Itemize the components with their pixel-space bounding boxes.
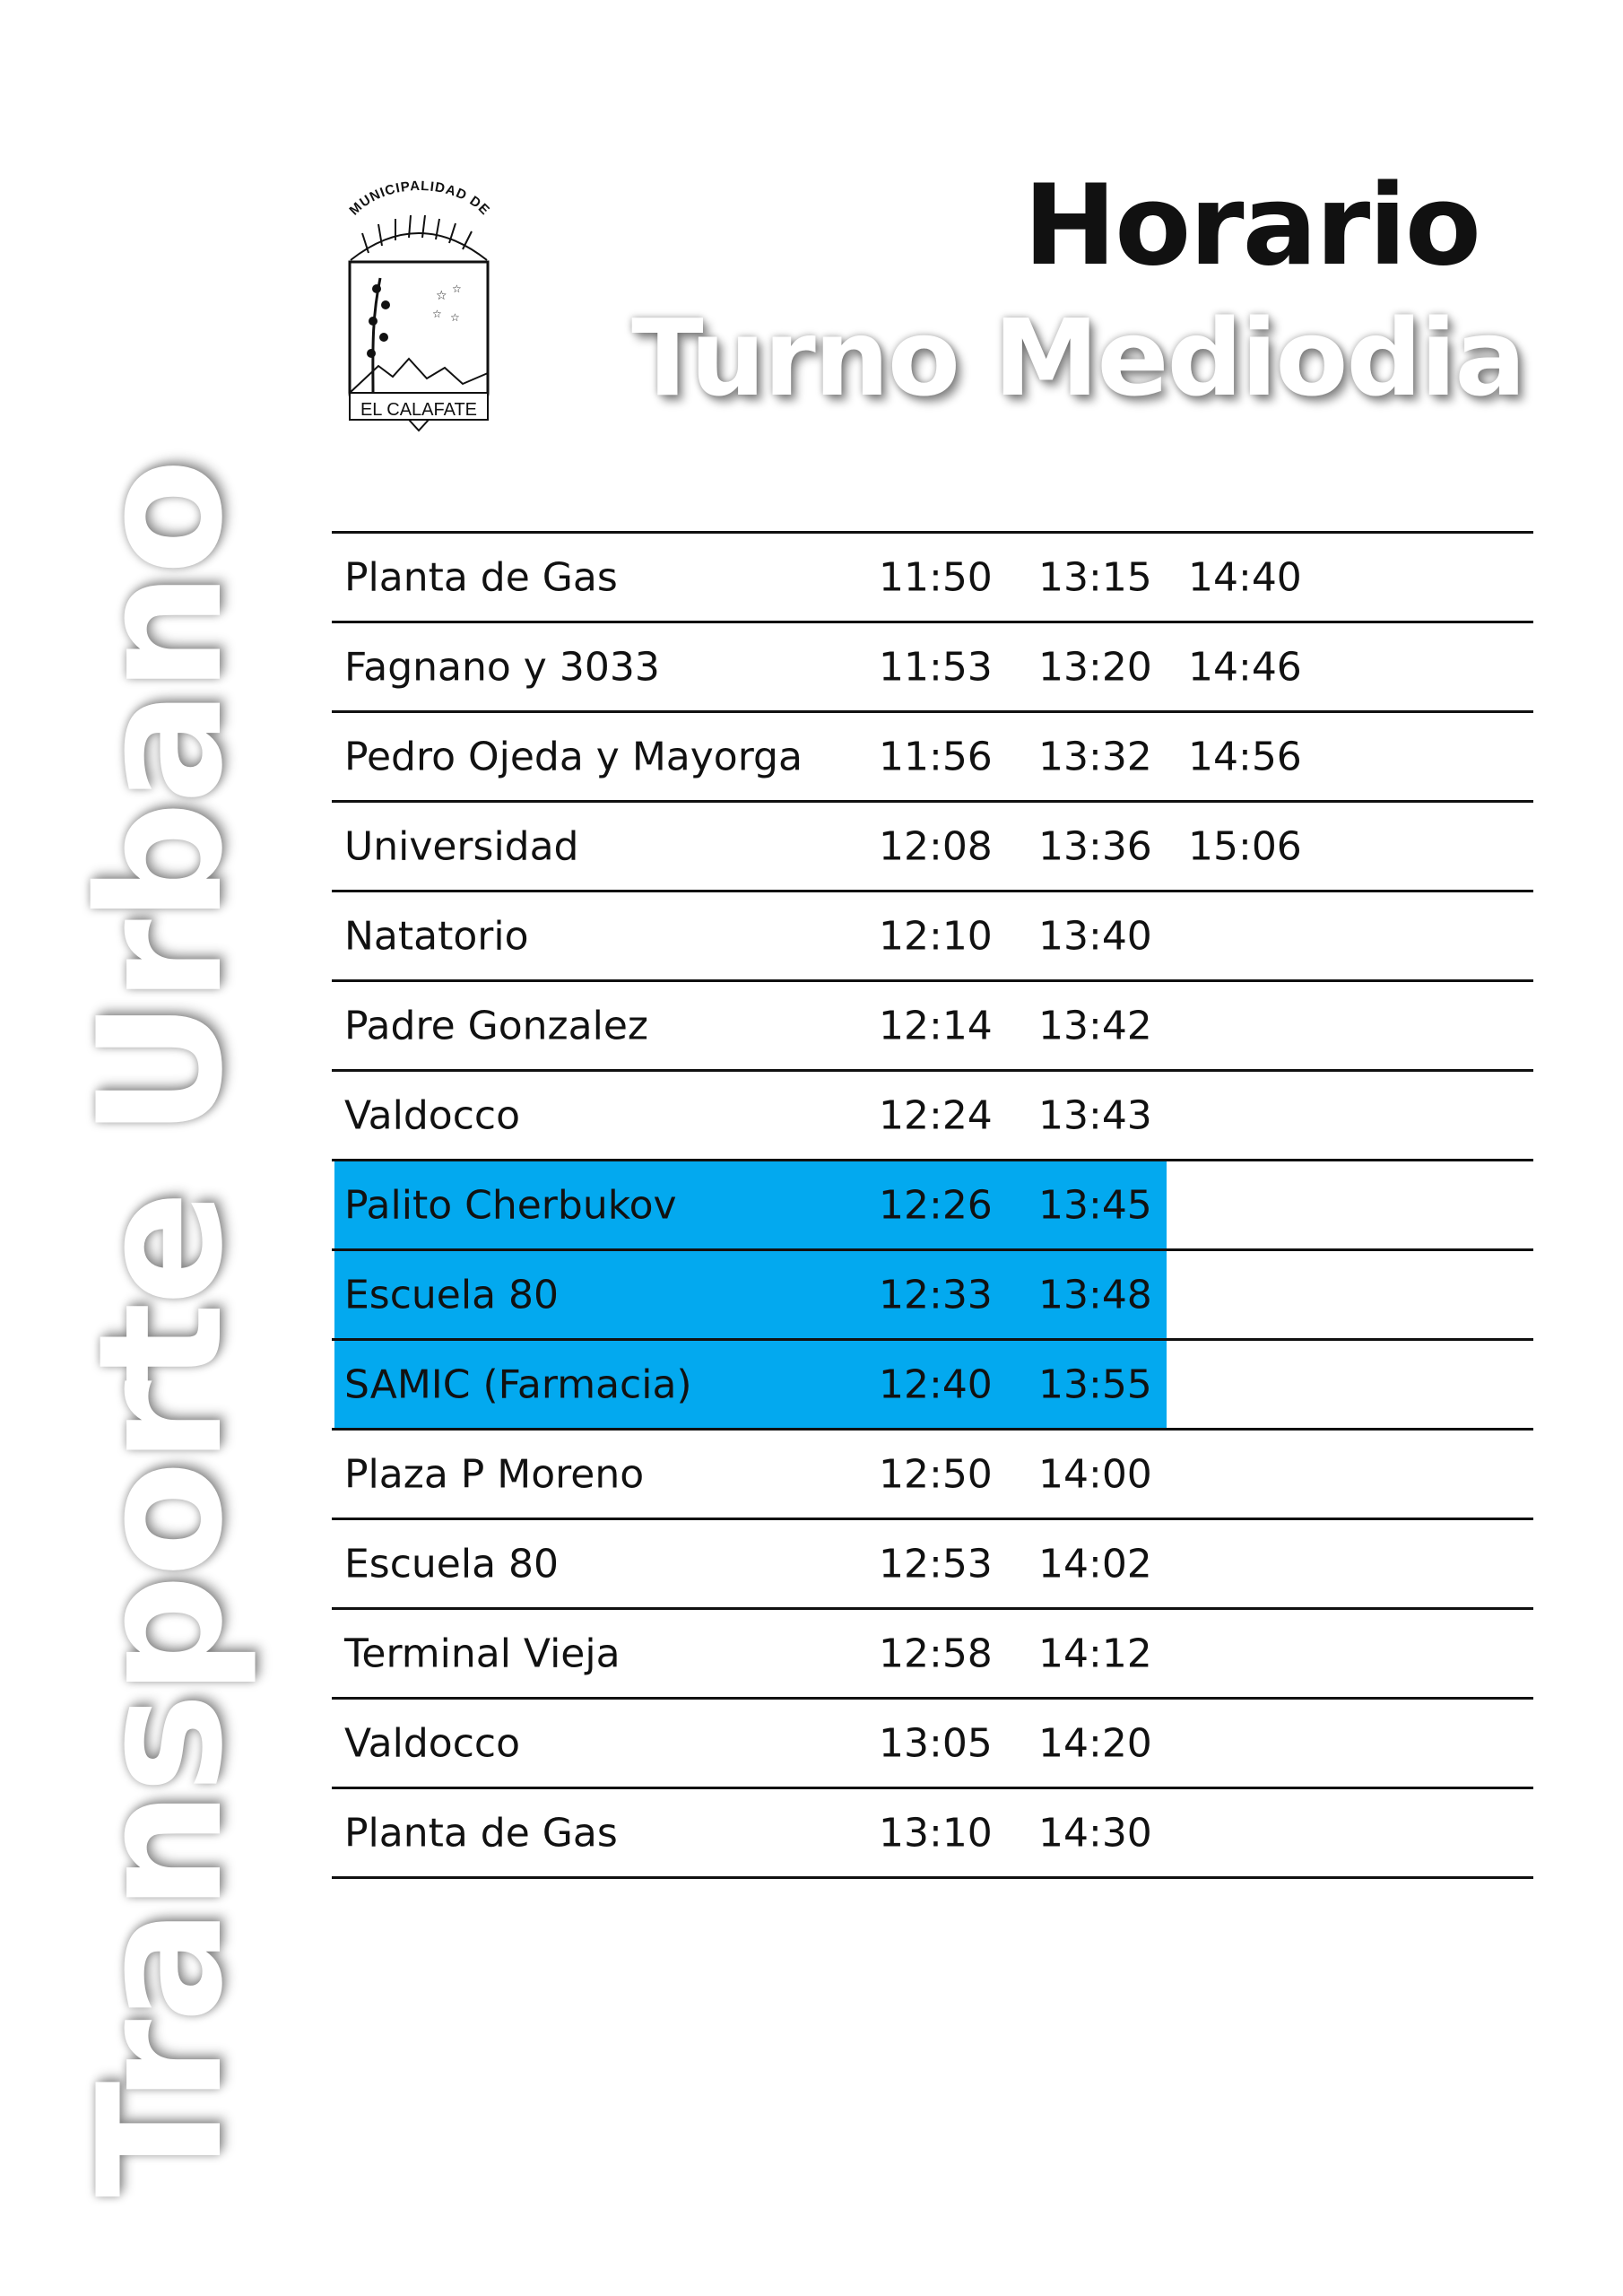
schedule-row [332, 1697, 1533, 1787]
departure-time-1: 12:08 [879, 823, 993, 869]
departure-time-2: 13:48 [1038, 1272, 1152, 1318]
seal-caption: EL CALAFATE [360, 400, 478, 420]
stop-name: Padre Gonzalez [344, 1003, 648, 1048]
departure-time-1: 12:40 [879, 1361, 993, 1407]
departure-time-2: 13:42 [1038, 1003, 1152, 1048]
svg-text:☆: ☆ [450, 311, 460, 324]
stop-name: Planta de Gas [344, 1810, 618, 1856]
schedule-row [332, 1428, 1533, 1518]
departure-time-2: 13:40 [1038, 913, 1152, 959]
departure-time-2: 13:32 [1038, 734, 1152, 779]
departure-time-3: 14:46 [1188, 644, 1302, 690]
schedule-row [332, 1159, 1533, 1248]
schedule-row [332, 979, 1533, 1069]
side-title: Transporte Urbano [62, 461, 260, 2197]
sun-rays-icon [346, 215, 491, 265]
departure-time-2: 14:12 [1038, 1631, 1152, 1676]
page-title: Horario [1023, 161, 1480, 291]
departure-time-2: 13:43 [1038, 1092, 1152, 1138]
stop-name: Plaza P Moreno [344, 1451, 645, 1497]
departure-time-3: 14:40 [1188, 554, 1302, 600]
departure-time-1: 11:53 [879, 644, 993, 690]
departure-time-1: 12:24 [879, 1092, 993, 1138]
schedule-row [332, 890, 1533, 979]
schedule-row [332, 1518, 1533, 1607]
stop-name: Escuela 80 [344, 1272, 560, 1318]
municipal-seal-logo [330, 179, 509, 448]
departure-time-3: 15:06 [1188, 823, 1302, 869]
departure-time-2: 13:45 [1038, 1182, 1152, 1228]
departure-time-1: 12:14 [879, 1003, 993, 1048]
departure-time-1: 11:50 [879, 554, 993, 600]
stop-name: Terminal Vieja [344, 1631, 621, 1676]
svg-text:☆: ☆ [436, 289, 447, 303]
stop-name: Planta de Gas [344, 554, 618, 600]
stop-name: Pedro Ojeda y Mayorga [344, 734, 803, 779]
schedule-row [332, 1787, 1533, 1879]
departure-time-1: 12:53 [879, 1541, 993, 1587]
departure-time-1: 12:10 [879, 913, 993, 959]
stop-name: Valdocco [344, 1720, 521, 1766]
stop-name: Escuela 80 [344, 1541, 560, 1587]
departure-time-2: 14:00 [1038, 1451, 1152, 1497]
schedule-row [332, 1069, 1533, 1159]
schedule-row [332, 621, 1533, 710]
svg-text:MUNICIPALIDAD DE: MUNICIPALIDAD DE [346, 179, 493, 219]
stop-name: Universidad [344, 823, 579, 869]
departure-time-1: 13:10 [879, 1810, 993, 1856]
svg-text:☆: ☆ [432, 308, 442, 320]
departure-time-2: 13:15 [1038, 554, 1152, 600]
stop-name: Fagnano y 3033 [344, 644, 660, 690]
schedule-row [332, 1607, 1533, 1697]
departure-time-3: 14:56 [1188, 734, 1302, 779]
departure-time-1: 11:56 [879, 734, 993, 779]
schedule-row [332, 800, 1533, 890]
stop-name: Natatorio [344, 913, 529, 959]
schedule-row [332, 1338, 1533, 1428]
departure-time-2: 14:02 [1038, 1541, 1152, 1587]
departure-time-1: 12:50 [879, 1451, 993, 1497]
svg-text:☆: ☆ [452, 283, 462, 295]
departure-time-1: 12:58 [879, 1631, 993, 1676]
schedule-row [332, 710, 1533, 800]
schedule-row [332, 531, 1533, 621]
departure-time-2: 13:20 [1038, 644, 1152, 690]
stop-name: Valdocco [344, 1092, 521, 1138]
departure-time-1: 12:26 [879, 1182, 993, 1228]
departure-time-1: 12:33 [879, 1272, 993, 1318]
stop-name: Palito Cherbukov [344, 1182, 677, 1228]
departure-time-1: 13:05 [879, 1720, 993, 1766]
schedule-table [332, 531, 1533, 1879]
departure-time-2: 13:55 [1038, 1361, 1152, 1407]
departure-time-2: 13:36 [1038, 823, 1152, 869]
departure-time-2: 14:30 [1038, 1810, 1152, 1856]
stop-name: SAMIC (Farmacia) [344, 1361, 692, 1407]
schedule-row [332, 1248, 1533, 1338]
page-subtitle: Turno Mediodia [631, 296, 1524, 420]
departure-time-2: 14:20 [1038, 1720, 1152, 1766]
